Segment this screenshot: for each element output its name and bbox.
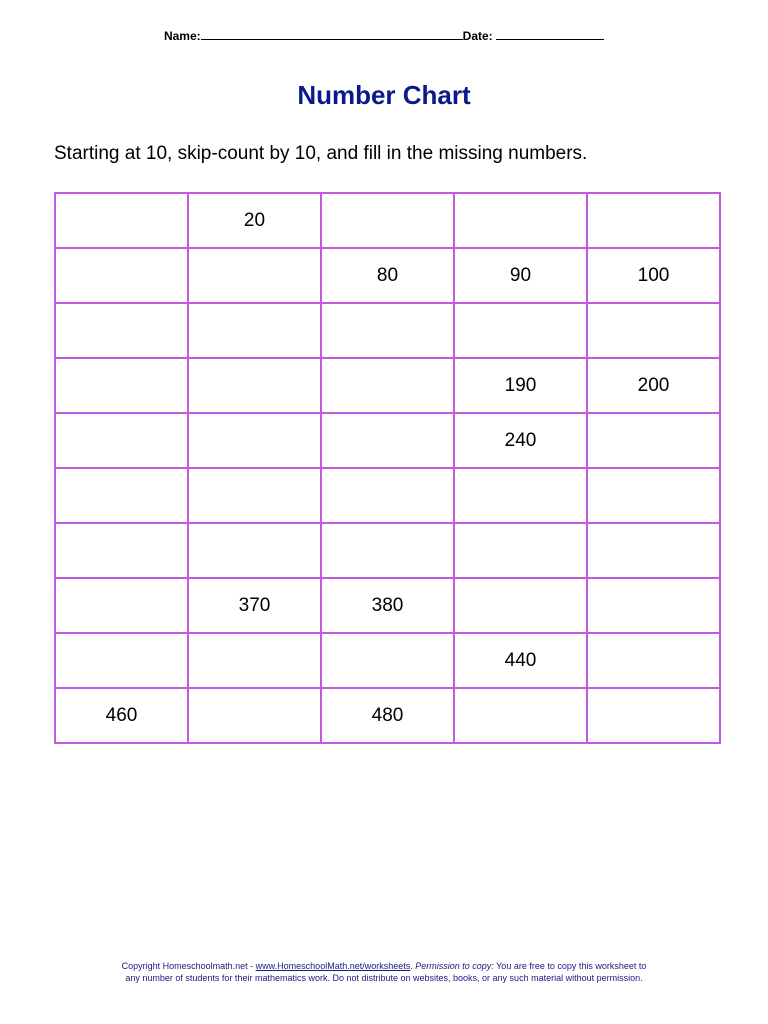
grid-cell: 90 [454, 248, 587, 303]
header-line [0, 28, 768, 43]
footer-line1: You are free to copy this worksheet to [493, 961, 647, 971]
grid-cell [454, 193, 587, 248]
grid-row [55, 523, 720, 578]
grid-cell: 480 [321, 688, 454, 743]
grid-cell [587, 523, 720, 578]
grid-cell: 440 [454, 633, 587, 688]
grid-cell [587, 578, 720, 633]
grid-cell: 380 [321, 578, 454, 633]
footer-copyright: Copyright Homeschoolmath.net - [121, 961, 256, 971]
grid-row [55, 248, 720, 303]
grid-cell [188, 688, 321, 743]
grid-cell [587, 633, 720, 688]
grid-cell [454, 303, 587, 358]
grid-cell [321, 193, 454, 248]
grid-cell [188, 413, 321, 468]
grid-row [55, 303, 720, 358]
grid-cell: 200 [587, 358, 720, 413]
grid-cell [321, 523, 454, 578]
grid-cell [55, 193, 188, 248]
grid-row [55, 578, 720, 633]
grid-cell: 80 [321, 248, 454, 303]
grid-row [55, 193, 720, 248]
grid-cell [188, 303, 321, 358]
grid-cell [188, 468, 321, 523]
grid-cell [321, 633, 454, 688]
grid-cell [587, 193, 720, 248]
grid-cell [55, 248, 188, 303]
grid-cell [321, 468, 454, 523]
grid-cell [55, 413, 188, 468]
grid-cell: 20 [188, 193, 321, 248]
footer-permission-label: Permission to copy: [415, 961, 494, 971]
footer: Copyright Homeschoolmath.net - www.HomeschoolMath.net/worksheets. Permission to copy: You are free to copy this worksheet to any number of students for their mathematics work. Do not distribute on websites, books, or any such material without permission. [121, 961, 647, 983]
number-chart-grid [54, 192, 721, 744]
grid-cell [55, 578, 188, 633]
grid-cell [55, 633, 188, 688]
grid-cell: 370 [188, 578, 321, 633]
page-title: Number Chart [297, 80, 471, 110]
grid-cell [188, 633, 321, 688]
name-blank [201, 28, 463, 40]
grid-cell [587, 413, 720, 468]
grid-row [55, 688, 720, 743]
date-label: Date: [462, 29, 493, 43]
grid-cell [454, 468, 587, 523]
grid-cell [454, 688, 587, 743]
grid-cell [188, 523, 321, 578]
grid-cell: 190 [454, 358, 587, 413]
footer-line2: any number of students for their mathematics work. Do not distribute on websites, books, or any such material without permission. [125, 973, 643, 983]
name-label: Name: [163, 29, 201, 43]
grid-cell [587, 468, 720, 523]
grid-cell: 460 [55, 688, 188, 743]
grid-row [55, 468, 720, 523]
grid-cell [188, 248, 321, 303]
grid-row [55, 633, 720, 688]
grid-row [55, 358, 720, 413]
grid-cell [55, 303, 188, 358]
grid-cell: 240 [454, 413, 587, 468]
grid-cell [587, 303, 720, 358]
grid-cell [454, 523, 587, 578]
grid-cell [321, 413, 454, 468]
grid-cell [321, 358, 454, 413]
grid-cell: 100 [587, 248, 720, 303]
grid-cell [587, 688, 720, 743]
instructions: Starting at 10, skip-count by 10, and fill in the missing numbers. [54, 143, 588, 164]
grid-cell [321, 303, 454, 358]
grid-cell [55, 358, 188, 413]
grid-cell [55, 523, 188, 578]
grid-cell [55, 468, 188, 523]
grid-cell [188, 358, 321, 413]
grid-cell [454, 578, 587, 633]
date-blank [496, 28, 604, 40]
footer-link[interactable]: www.HomeschoolMath.net/worksheets [255, 961, 411, 971]
grid-row [55, 413, 720, 468]
